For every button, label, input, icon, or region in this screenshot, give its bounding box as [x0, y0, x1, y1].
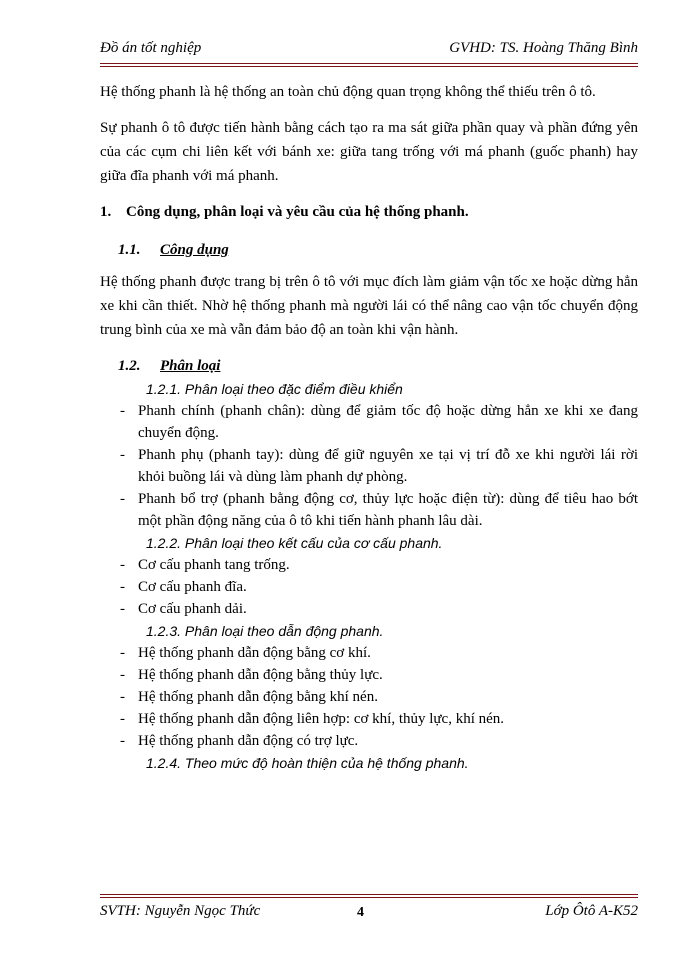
list-item-text: Hệ thống phanh dẫn động bằng thủy lực. — [138, 667, 383, 683]
list-item — [100, 730, 638, 752]
header-thesis-label: Đồ án tốt nghiệp — [100, 40, 202, 56]
list-item — [100, 708, 638, 730]
list-item-text: Hệ thống phanh dẫn động liên hợp: cơ khí, thủy lực, khí nén. — [138, 711, 505, 727]
list-item — [100, 400, 638, 444]
section-1-title: Công dụng, phân loại và yêu cầu của hệ thống phanh. — [126, 204, 469, 220]
list-item — [100, 488, 638, 532]
list-item-text: Cơ cấu phanh đĩa. — [138, 579, 247, 595]
list-item-text: Phanh chính (phanh chân): dùng để giảm tốc độ hoặc dừng hẳn xe khi xe đang chuyển động. — [138, 403, 638, 441]
list-item — [100, 444, 638, 488]
list-item — [100, 642, 638, 664]
page-number: 4 — [357, 905, 364, 920]
section-1-2-heading — [118, 354, 638, 378]
subsection-1-2-1-heading: 1.2.1. Phân loại theo đặc điểm điều khiển — [146, 381, 403, 397]
intro-paragraph-1: Hệ thống phanh là hệ thống an toàn chủ động quan trọng không thể thiếu trên ô tô. — [100, 84, 596, 100]
list-item-text: Phanh bổ trợ (phanh bằng động cơ, thủy lực hoặc điện từ): dùng để tiêu hao bớt một phần động năng của ô tô khi tiến hành phanh lâu dài. — [138, 491, 638, 529]
bullet-dash: - — [120, 557, 125, 573]
list-item — [100, 554, 638, 576]
bullet-dash: - — [120, 491, 125, 507]
list-item — [100, 598, 638, 620]
list-item — [100, 664, 638, 686]
bullet-dash: - — [120, 579, 125, 595]
document-body — [100, 80, 638, 774]
section-1-1-number: 1.1. — [118, 242, 141, 258]
header-advisor: GVHD: TS. Hoàng Thăng Bình — [449, 40, 638, 56]
section-1-1-title: Công dụng — [160, 242, 229, 258]
page-header — [100, 40, 638, 62]
list-item-text: Cơ cấu phanh dải. — [138, 601, 247, 617]
bullet-dash: - — [120, 447, 125, 463]
bullet-dash: - — [120, 403, 125, 419]
subsection-1-2-3-heading: 1.2.3. Phân loại theo dẫn động phanh. — [146, 623, 384, 639]
list-item-text: Hệ thống phanh dẫn động bằng khí nén. — [138, 689, 378, 705]
header-rule-top — [100, 63, 638, 64]
footer-rule-bottom — [100, 897, 638, 898]
list-item-text: Phanh phụ (phanh tay): dùng để giữ nguyên xe tại vị trí đỗ xe khi người lái rời khỏi buồng lái và dùng làm phanh dự phòng. — [138, 447, 638, 485]
section-1-2-number: 1.2. — [118, 358, 141, 374]
section-1-heading — [100, 200, 638, 224]
footer-class: Lớp Ôtô A-K52 — [545, 903, 638, 919]
intro-paragraph-2: Sự phanh ô tô được tiến hành bằng cách tạo ra ma sát giữa phần quay và phần đứng yên của các cụm chi liên kết với bánh xe: giữa tang trống với má phanh (guốc phanh) hay giữa đĩa phanh với má phanh. — [100, 120, 638, 184]
list-item — [100, 686, 638, 708]
bullet-dash: - — [120, 689, 125, 705]
header-rule-bottom — [100, 66, 638, 67]
bullet-dash: - — [120, 667, 125, 683]
list-item-text: Hệ thống phanh dẫn động bằng cơ khí. — [138, 645, 371, 661]
page-footer — [100, 903, 638, 925]
bullet-dash: - — [120, 645, 125, 661]
list-item-text: Cơ cấu phanh tang trống. — [138, 557, 290, 573]
footer-rule-top — [100, 894, 638, 895]
subsection-1-2-4-heading: 1.2.4. Theo mức độ hoàn thiện của hệ thống phanh. — [146, 755, 469, 771]
bullet-dash: - — [120, 711, 125, 727]
section-1-number: 1. — [100, 204, 112, 220]
subsection-1-2-2-heading: 1.2.2. Phân loại theo kết cấu của cơ cấu phanh. — [146, 535, 443, 551]
section-1-1-heading — [118, 238, 638, 262]
bullet-dash: - — [120, 601, 125, 617]
list-item — [100, 576, 638, 598]
list-item-text: Hệ thống phanh dẫn động có trợ lực. — [138, 733, 359, 749]
bullet-dash: - — [120, 733, 125, 749]
section-1-1-paragraph: Hệ thống phanh được trang bị trên ô tô với mục đích làm giảm vận tốc xe hoặc dừng hẳn xe khi cần thiết. Nhờ hệ thống phanh mà người lái có thể nâng cao vận tốc chuyển động trung bình của xe mà vẫn đảm bảo độ an toàn khi vận hành. — [100, 274, 638, 338]
section-1-2-title: Phân loại — [160, 358, 221, 374]
footer-student: SVTH: Nguyễn Ngọc Thức — [100, 903, 261, 919]
